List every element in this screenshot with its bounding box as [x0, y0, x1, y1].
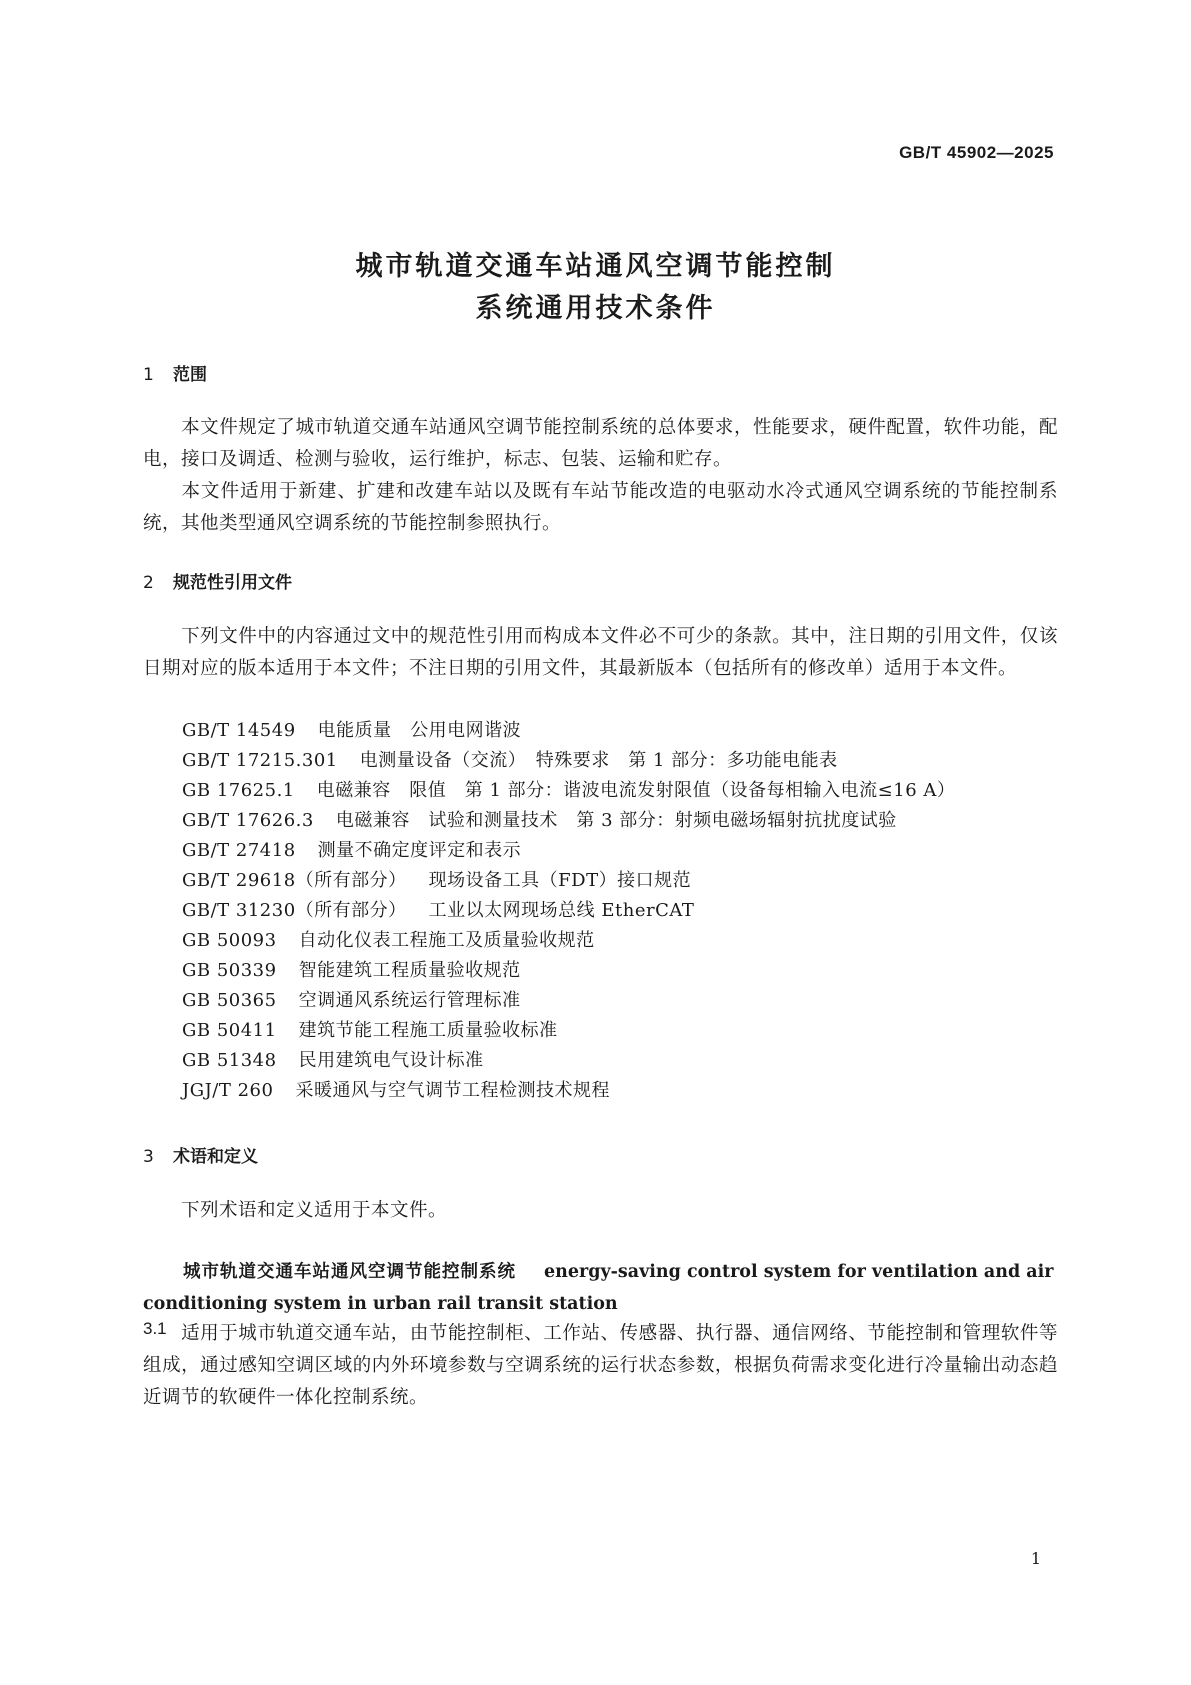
- reference-code: GB/T 29618（所有部分）: [182, 870, 407, 891]
- section-number: 3: [143, 1147, 154, 1167]
- section-number: 1: [143, 365, 154, 385]
- reference-item: [182, 746, 838, 772]
- reference-item: [182, 776, 955, 802]
- reference-code: GB 17625.1: [182, 780, 295, 801]
- reference-code: GB/T 27418: [182, 840, 296, 861]
- reference-title: 工业以太网现场总线 EtherCAT: [428, 900, 695, 921]
- reference-code: GB 50339: [182, 960, 277, 981]
- reference-title: 自动化仪表工程施工及质量验收规范: [298, 930, 595, 951]
- section-number: 2: [143, 573, 154, 593]
- reference-title: 民用建筑电气设计标准: [298, 1050, 484, 1071]
- term-definition: 适用于城市轨道交通车站，由节能控制柜、工作站、传感器、执行器、通信网络、节能控制和管理软件等组成，通过感知空调区域的内外环境参数与空调系统的运行状态参数，根据负荷需求变化进行冷量输出动态趋近调节的软硬件一体化控制系统。: [143, 1323, 1058, 1408]
- reference-item: [182, 866, 691, 892]
- standard-number: GB/T 45902—2025: [899, 143, 1054, 162]
- reference-item: [182, 806, 897, 832]
- reference-item: [182, 986, 521, 1012]
- section-2-heading: [143, 568, 292, 593]
- term-english: energy-saving control system for ventilation and air conditioning system in urban rail transit station: [143, 1262, 1054, 1314]
- section-title: 范围: [173, 365, 207, 385]
- reference-title: 建筑节能工程施工质量验收标准: [298, 1020, 558, 1041]
- section-3-intro: 下列术语和定义适用于本文件。: [181, 1200, 448, 1221]
- section-3-heading: [143, 1142, 258, 1167]
- section-title: 规范性引用文件: [173, 573, 292, 593]
- reference-code: GB 51348: [182, 1050, 277, 1071]
- reference-code: GB/T 14549: [182, 720, 296, 741]
- reference-code: GB/T 17215.301: [182, 750, 338, 771]
- term-chinese: 城市轨道交通车站通风空调节能控制系统: [183, 1262, 516, 1282]
- reference-item: [182, 1076, 610, 1102]
- reference-title: 现场设备工具（FDT）接口规范: [428, 870, 692, 891]
- reference-code: GB 50093: [182, 930, 277, 951]
- section-1-paragraph-2: 本文件适用于新建、扩建和改建车站以及既有车站节能改造的电驱动水冷式通风空调系统的节能控制系统，其他类型通风空调系统的节能控制参照执行。: [143, 481, 1058, 534]
- reference-title: 测量不确定度评定和表示: [317, 840, 522, 861]
- document-title-line2: 系统通用技术条件: [475, 293, 716, 324]
- reference-item: [182, 896, 694, 922]
- reference-code: GB 50365: [182, 990, 277, 1011]
- section-1-heading: [143, 360, 207, 385]
- reference-item: [182, 926, 595, 952]
- reference-title: 智能建筑工程质量验收规范: [298, 960, 521, 981]
- reference-title: 采暖通风与空气调节工程检测技术规程: [295, 1080, 610, 1101]
- reference-code: GB/T 31230（所有部分）: [182, 900, 407, 921]
- reference-item: [182, 1046, 484, 1072]
- reference-item: [182, 716, 521, 742]
- reference-code: JGJ/T 260: [182, 1080, 274, 1101]
- document-title-line1: 城市轨道交通车站通风空调节能控制: [355, 251, 836, 282]
- term-entry: [143, 1256, 1058, 1320]
- reference-title: 电测量设备（交流） 特殊要求 第 1 部分：多功能电能表: [359, 750, 838, 771]
- reference-code: GB 50411: [182, 1020, 277, 1041]
- reference-item: [182, 836, 521, 862]
- term-number: 3.1: [143, 1319, 167, 1338]
- section-title: 术语和定义: [173, 1147, 258, 1167]
- reference-title: 空调通风系统运行管理标准: [298, 990, 521, 1011]
- page-number: 1: [1030, 1549, 1041, 1568]
- section-1-paragraph-1: 本文件规定了城市轨道交通车站通风空调节能控制系统的总体要求，性能要求，硬件配置，软件功能，配电，接口及调适、检测与验收，运行维护，标志、包装、运输和贮存。: [143, 417, 1058, 470]
- reference-title: 电磁兼容 限值 第 1 部分：谐波电流发射限值（设备每相输入电流≤16 A）: [316, 780, 956, 801]
- reference-title: 电能质量 公用电网谐波: [317, 720, 522, 741]
- reference-item: [182, 1016, 558, 1042]
- section-2-intro: 下列文件中的内容通过文中的规范性引用而构成本文件必不可少的条款。其中，注日期的引用文件，仅该日期对应的版本适用于本文件；不注日期的引用文件，其最新版本（包括所有的修改单）适用于本文件。: [143, 626, 1058, 679]
- reference-code: GB/T 17626.3: [182, 810, 314, 831]
- reference-title: 电磁兼容 试验和测量技术 第 3 部分：射频电磁场辐射抗扰度试验: [335, 810, 897, 831]
- reference-item: [182, 956, 521, 982]
